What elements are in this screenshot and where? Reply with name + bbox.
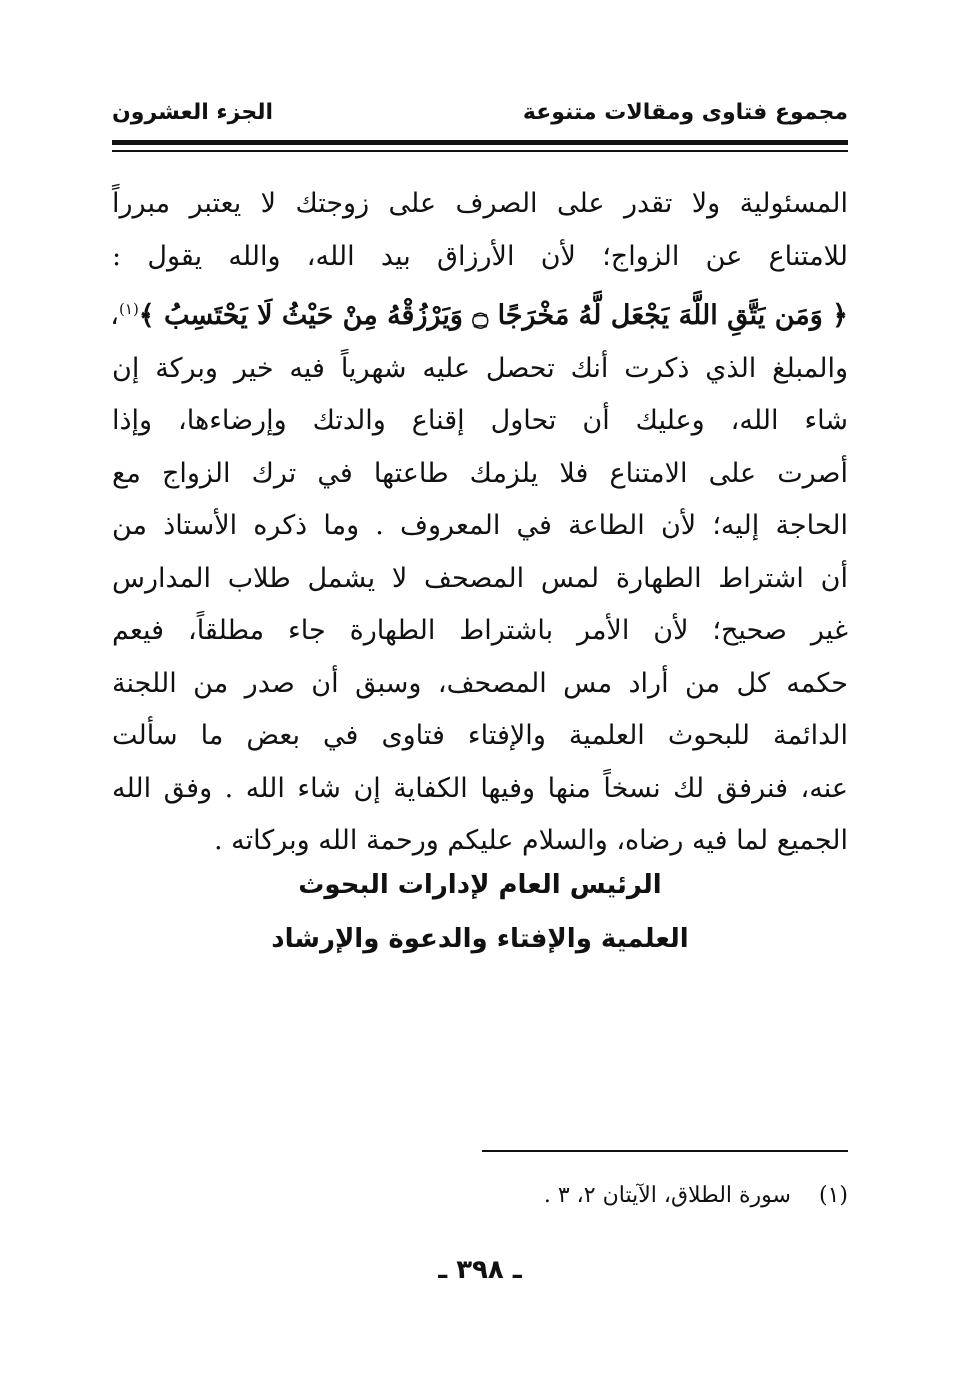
body-line: عنه، فنرفق لك نسخاً منها وفيها الكفاية إن شاء الله . وفق الله bbox=[112, 772, 848, 804]
running-header bbox=[112, 92, 848, 132]
footnote-marker: (١) bbox=[818, 1183, 848, 1208]
header-rule-thick bbox=[112, 140, 848, 145]
body-line: الجميع لما فيه رضاه، والسلام عليكم ورحمة الله وبركاته . bbox=[213, 825, 848, 856]
quran-verse: ﴿ وَمَن يَتَّقِ اللَّهَ يَجْعَل لَّهُ مَخْرَجًا ۝ وَيَرْزُقْهُ مِنْ حَيْثُ لَا يَحْتَسِبُ ﴾ bbox=[138, 300, 848, 331]
volume-label: الجزء العشرون bbox=[112, 99, 273, 125]
footnote-text: سورة الطلاق، الآيتان ٢، ٣ . bbox=[543, 1183, 791, 1208]
signature-line-2: العلمية والإفتاء والدعوة والإرشاد bbox=[271, 924, 689, 954]
footnote bbox=[112, 1183, 848, 1208]
footnote-separator bbox=[482, 1150, 848, 1152]
body-line: أن اشتراط الطهارة لمس المصحف لا يشمل طلاب المدارس bbox=[112, 562, 848, 594]
body-line: أصرت على الامتناع فلا يلزمك طاعتها في ترك الزواج مع bbox=[112, 457, 848, 489]
body-text bbox=[112, 178, 848, 868]
signature-block bbox=[112, 858, 848, 966]
body-line: الدائمة للبحوث العلمية والإفتاء فتاوى في بعض ما سألت bbox=[112, 720, 848, 751]
footnote-reference: (١) bbox=[119, 300, 139, 318]
body-line: حكمه كل من أراد مس المصحف، وسبق أن صدر من اللجنة bbox=[112, 667, 848, 699]
book-title: مجموع فتاوى ومقالات متنوعة bbox=[522, 99, 848, 125]
page-number: ـ ٣٩٨ ـ bbox=[438, 1255, 522, 1285]
body-line: المسئولية ولا تقدر على الصرف على زوجتك لا يعتبر مبرراً bbox=[112, 188, 848, 219]
body-line: غير صحيح؛ لأن الأمر باشتراط الطهارة جاء مطلقاً، فيعم bbox=[112, 615, 848, 646]
body-line: للامتناع عن الزواج؛ لأن الأرزاق بيد الله، والله يقول : bbox=[112, 240, 848, 272]
verse-trailing-punct: ، bbox=[110, 300, 120, 331]
quran-verse-line bbox=[112, 283, 848, 343]
signature-line-1: الرئيس العام لإدارات البحوث bbox=[298, 870, 662, 900]
body-line: الحاجة إليه؛ لأن الطاعة في المعروف . وما ذكره الأستاذ من bbox=[112, 510, 848, 541]
header-rule-thin bbox=[112, 150, 848, 152]
body-line: شاء الله، وعليك أن تحاول إقناع والدتك وإرضاءها، وإذا bbox=[112, 405, 848, 436]
body-line: والمبلغ الذي ذكرت أنك تحصل عليه شهرياً فيه خير وبركة إن bbox=[112, 352, 848, 384]
